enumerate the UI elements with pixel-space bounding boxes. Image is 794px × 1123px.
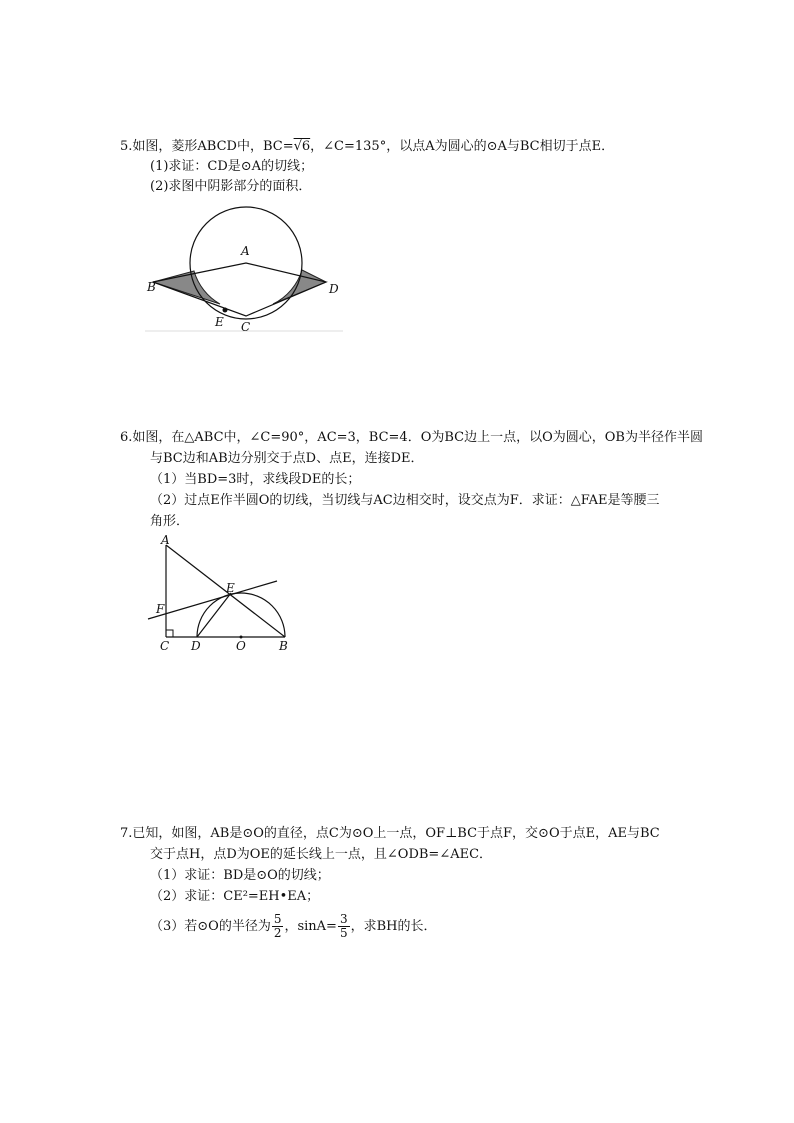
p6-figure	[145, 533, 295, 655]
p7-frac2-den: 5	[339, 926, 348, 940]
p7-part-2: （2）求证：CE²=EH•EA；	[150, 889, 320, 904]
p5-label-d: D	[329, 282, 339, 296]
p5-point-e	[223, 308, 228, 313]
p7-stem-line-1: 7.已知，如图，AB是⊙O的直径，点C为⊙O上一点，OF⊥BC于点F，交⊙O于点E，AE与BC	[120, 826, 660, 841]
p5-stem-suffix: ，∠C=135°，以点A为圆心的⊙A与BC相切于点E．	[310, 139, 615, 154]
problem-5-stem	[120, 138, 614, 156]
p6-label-f: F	[156, 602, 165, 616]
p7-frac2-num: 3	[339, 912, 348, 926]
p7-part3-prefix: （3）若⊙O的半径为	[150, 919, 271, 934]
p7-part3-middle: ，sinA=	[284, 919, 337, 934]
p6-part-3: 角形．	[150, 514, 190, 529]
p6-stem-line-1: 6.如图，在△ABC中，∠C=90°，AC=3，BC=4．O为BC边上一点，以O为圆心，OB为半径作半圆	[120, 430, 703, 445]
p6-stem-line-2: 与BC边和AB边分别交于点D、点E，连接DE．	[150, 451, 424, 466]
p6-tangent-line	[148, 581, 277, 619]
p5-stem-prefix: 5.如图，菱形ABCD中，BC=	[120, 139, 294, 154]
p6-label-o: O	[236, 639, 246, 653]
p7-frac1-den: 2	[273, 926, 282, 940]
p6-label-d: D	[191, 639, 201, 653]
p5-sqrt: √6	[293, 139, 311, 154]
p5-shade-left	[153, 271, 220, 304]
p7-part-1: （1）求证：BD是⊙O的切线；	[150, 868, 330, 883]
p7-part3-suffix: ，求BH的长．	[350, 919, 437, 934]
p6-label-e: E	[226, 581, 235, 595]
p5-label-a: A	[241, 244, 250, 258]
p7-fraction-radius	[272, 913, 284, 940]
p5-label-e: E	[215, 315, 224, 329]
p5-label-b: B	[147, 280, 156, 294]
p5-figure	[145, 205, 345, 335]
p7-fraction-sina	[338, 913, 350, 940]
p6-semicircle	[197, 593, 285, 637]
p6-label-c: C	[160, 639, 170, 653]
p6-part-2: （2）过点E作半圆O的切线，当切线与AC边相交时，设交点为F．求证：△FAE是等腰三	[150, 493, 660, 508]
p5-label-c: C	[241, 320, 251, 334]
p5-part-2: (2)求图中阴影部分的面积．	[150, 179, 312, 194]
p6-part-1: （1）当BD=3时，求线段DE的长；	[150, 472, 361, 487]
p6-label-b: B	[279, 639, 288, 653]
p6-right-angle	[166, 630, 173, 637]
p7-stem-line-2: 交于点H，点D为OE的延长线上一点，且∠ODB=∠AEC．	[150, 847, 493, 862]
p5-part-1: (1)求证：CD是⊙A的切线；	[150, 159, 314, 174]
p7-frac1-num: 5	[273, 912, 282, 926]
p6-label-a: A	[161, 533, 170, 547]
p7-part-3	[150, 912, 436, 942]
